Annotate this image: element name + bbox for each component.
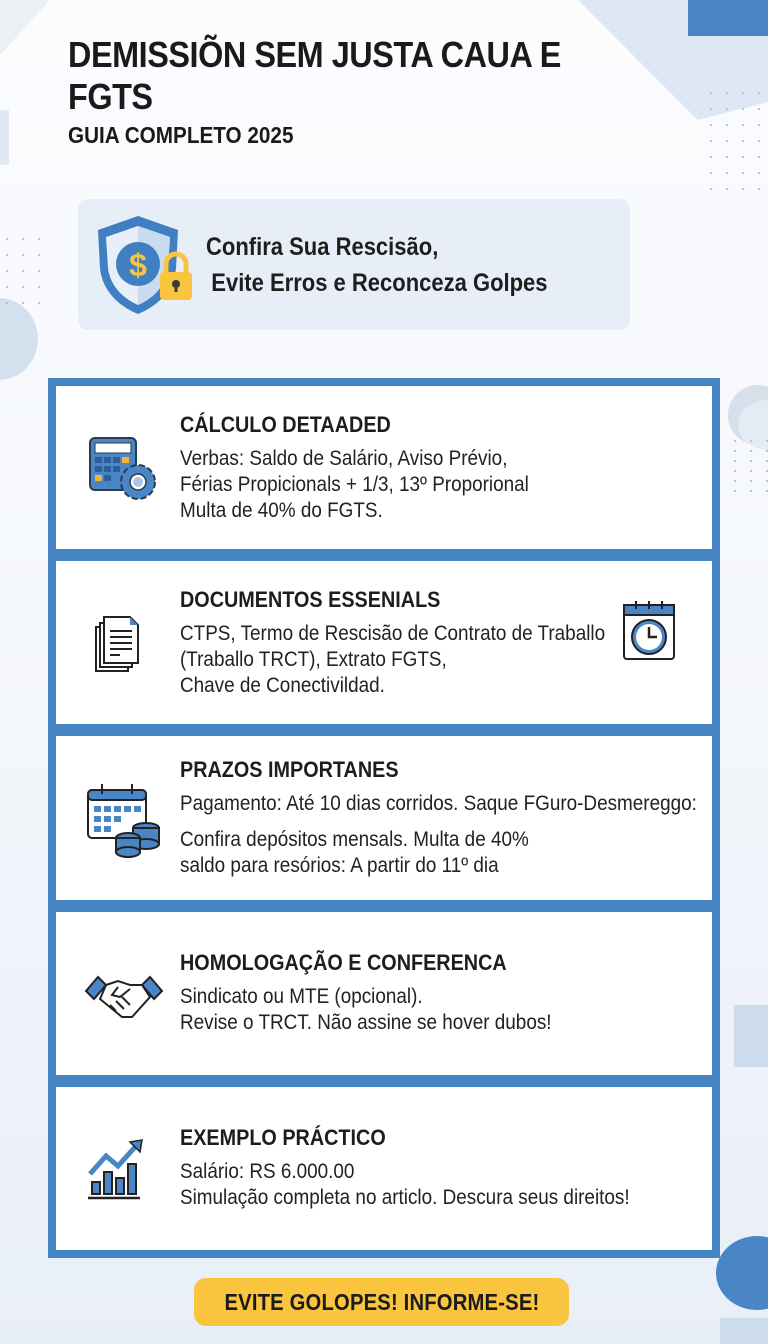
card-line: Salário: RS 6.000.00 (180, 1160, 355, 1184)
card-body (180, 587, 605, 699)
decor-dots-top-right (710, 92, 760, 190)
info-cards-frame (48, 378, 720, 1258)
growth-chart-icon (82, 1126, 166, 1210)
card-line: CTPS, Termo de Rescisão de Contrato de Traballo (180, 621, 606, 645)
card-line: Férias Propicionals + 1/3, 13º Proporional (180, 472, 529, 496)
decor-circle-bottom-right (716, 1236, 768, 1310)
intro-banner (78, 199, 630, 330)
decor-band-bottom (720, 1318, 768, 1344)
banner-line-2: Evite Erros e Reconceza Golpes (211, 268, 548, 297)
card-documentos (56, 561, 712, 724)
decor-bar-left (0, 110, 9, 165)
decor-dots-left (6, 238, 40, 304)
card-line: saldo para resórios: A partir do 11º dia (180, 854, 499, 877)
calculator-gear-icon (82, 426, 166, 510)
card-line: Simulação completa no articlo. Descura seus direitos! (180, 1186, 630, 1210)
card-line: Confira depósitos mensals. Multa de 40% (180, 828, 529, 851)
card-line: Pagamento: Até 10 dias corridos. Saque FGuro-Desmereggo: (180, 792, 697, 815)
card-body (180, 1125, 630, 1211)
banner-text (206, 229, 548, 301)
card-exemplo (56, 1087, 712, 1250)
cta-banner[interactable] (194, 1278, 569, 1326)
handshake-icon (82, 951, 166, 1035)
card-line: Chave de Conectivildad. (180, 673, 385, 697)
card-title: DOCUMENTOS ESSENIALS (180, 586, 441, 612)
card-body (180, 412, 529, 524)
svg-text:$: $ (129, 246, 147, 283)
card-prazos (56, 736, 712, 899)
cta-label: EVITE GOLOPES! INFORME-SE! (224, 1288, 539, 1315)
shield-dollar-lock-icon (90, 210, 200, 320)
card-title: PRAZOS IMPORTANES (180, 757, 399, 782)
calendar-clock-icon (618, 599, 682, 663)
decor-rect-bottom-right (734, 1005, 768, 1067)
decor-circle-left (0, 298, 38, 380)
card-homologacao (56, 912, 712, 1075)
card-body (180, 950, 552, 1036)
card-title: EXEMPLO PRÁCTICO (180, 1125, 386, 1151)
documents-icon (82, 601, 166, 685)
calendar-coins-icon (82, 776, 166, 860)
card-calculo (56, 386, 712, 549)
card-title: CÁLCULO DETAADED (180, 411, 391, 437)
page-subtitle: GUIA COMPLETO 2025 (68, 122, 294, 148)
header (68, 34, 648, 149)
decor-triangle-top-left (0, 0, 50, 55)
card-line: Sindicato ou MTE (opcional). (180, 985, 423, 1009)
card-line: Revise o TRCT. Não assine se hover dubos! (180, 1011, 552, 1035)
card-body (180, 757, 697, 879)
card-title: HOMOLOGAÇÃO E CONFERENCA (180, 950, 507, 976)
decor-rect-top-right (688, 0, 768, 36)
card-line: Verbas: Saldo de Salário, Aviso Prévio, (180, 446, 508, 470)
card-line: (Traballo TRCT), Extrato FGTS, (180, 647, 447, 671)
card-line: Multa de 40% do FGTS. (180, 498, 383, 522)
banner-line-1: Confira Sua Rescisão, (206, 232, 439, 261)
decor-dots-right (734, 440, 768, 492)
page-title: DEMISSIÕN SEM JUSTA CAUA E FGTS (68, 34, 561, 117)
